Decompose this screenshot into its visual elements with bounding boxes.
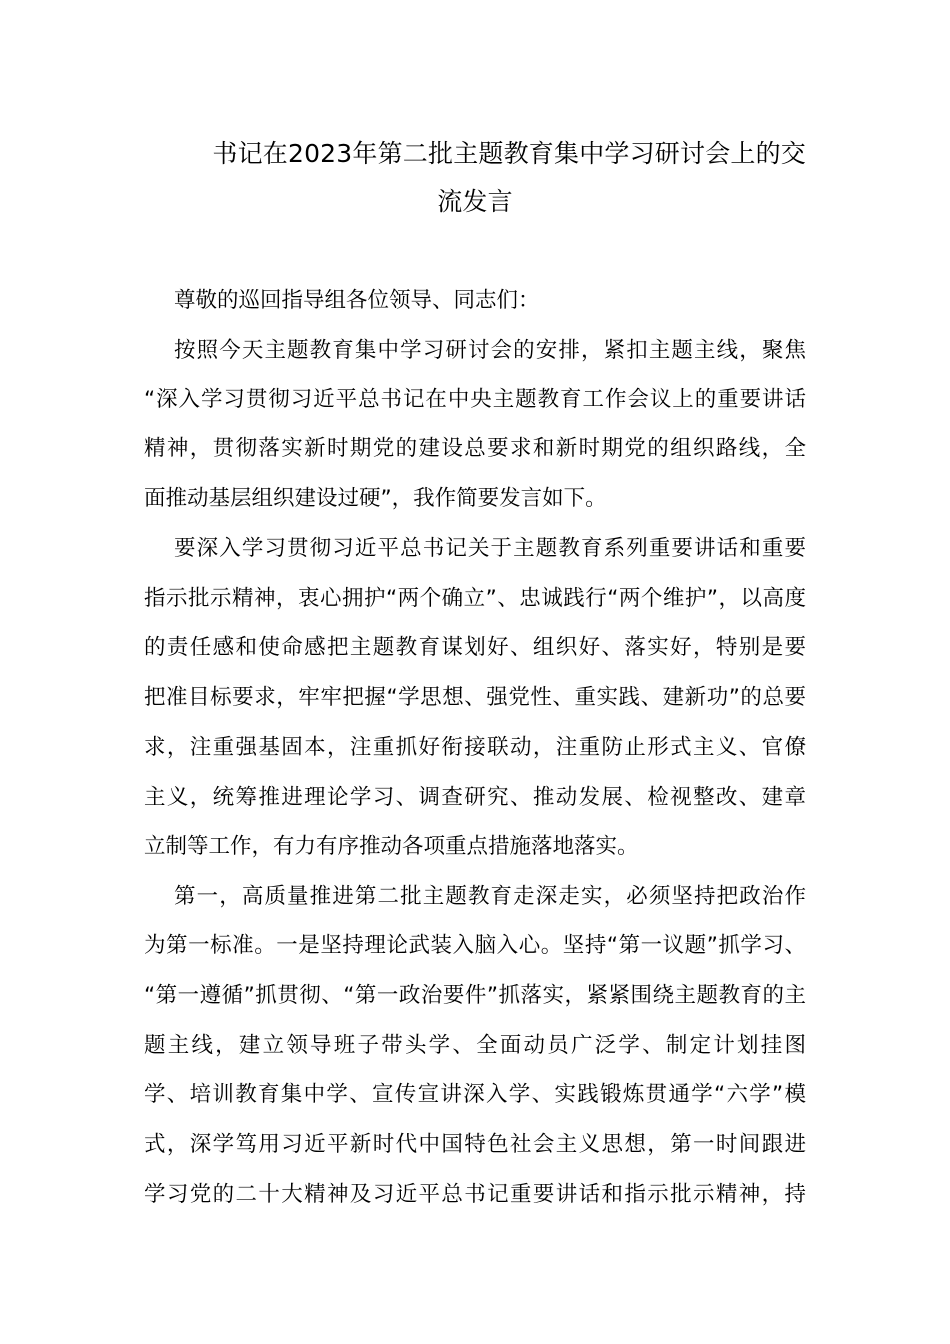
salutation: 尊敬的巡回指导组各位领导、同志们：	[174, 288, 540, 313]
paragraph-line: “第一遵循”抓贯彻、“第一政治要件”抓落实，紧紧围绕主题教育的主	[144, 983, 806, 1008]
paragraph-line: 学习党的二十大精神及习近平总书记重要讲话和指示批示精神，持	[144, 1182, 806, 1207]
paragraph-line: 题主线，建立领导班子带头学、全面动员广泛学、制定计划挂图	[144, 1033, 806, 1058]
paragraph-line: 按照今天主题教育集中学习研讨会的安排，紧扣主题主线，聚焦	[174, 338, 806, 363]
paragraph-line: 立制等工作，有力有序推动各项重点措施落地落实。	[144, 834, 639, 859]
paragraph-line: 为第一标准。一是坚持理论武装入脑入心。坚持“第一议题”抓学习、	[144, 933, 806, 958]
paragraph-line: “深入学习贯彻习近平总书记在中央主题教育工作会议上的重要讲话	[144, 387, 806, 412]
paragraph-line: 的责任感和使命感把主题教育谋划好、组织好、落实好，特别是要	[144, 635, 806, 660]
paragraph-line: 要深入学习贯彻习近平总书记关于主题教育系列重要讲话和重要	[174, 536, 806, 561]
paragraph-line: 精神，贯彻落实新时期党的建设总要求和新时期党的组织路线，全	[144, 436, 806, 461]
document-title-line-1: 书记在2023年第二批主题教育集中学习研讨会上的交	[212, 139, 806, 168]
document-title-line-2: 流发言	[437, 187, 513, 216]
paragraph-line: 把准目标要求，牢牢把握“学思想、强党性、重实践、建新功”的总要	[144, 685, 806, 710]
paragraph-line: 求，注重强基固本，注重抓好衔接联动，注重防止形式主义、官僚	[144, 735, 806, 760]
paragraph-line: 主义，统筹推进理论学习、调查研究、推动发展、检视整改、建章	[144, 785, 806, 810]
paragraph-line: 面推动基层组织建设过硬”，我作简要发言如下。	[144, 486, 607, 511]
paragraph-line: 学、培训教育集中学、宣传宣讲深入学、实践锻炼贯通学“六学”模	[144, 1082, 806, 1107]
paragraph-line: 第一，高质量推进第二批主题教育走深走实，必须坚持把政治作	[174, 884, 806, 909]
paragraph-line: 指示批示精神，衷心拥护“两个确立”、忠诚践行“两个维护”，以高度	[144, 586, 806, 611]
paragraph-line: 式，深学笃用习近平新时代中国特色社会主义思想，第一时间跟进	[144, 1132, 806, 1157]
